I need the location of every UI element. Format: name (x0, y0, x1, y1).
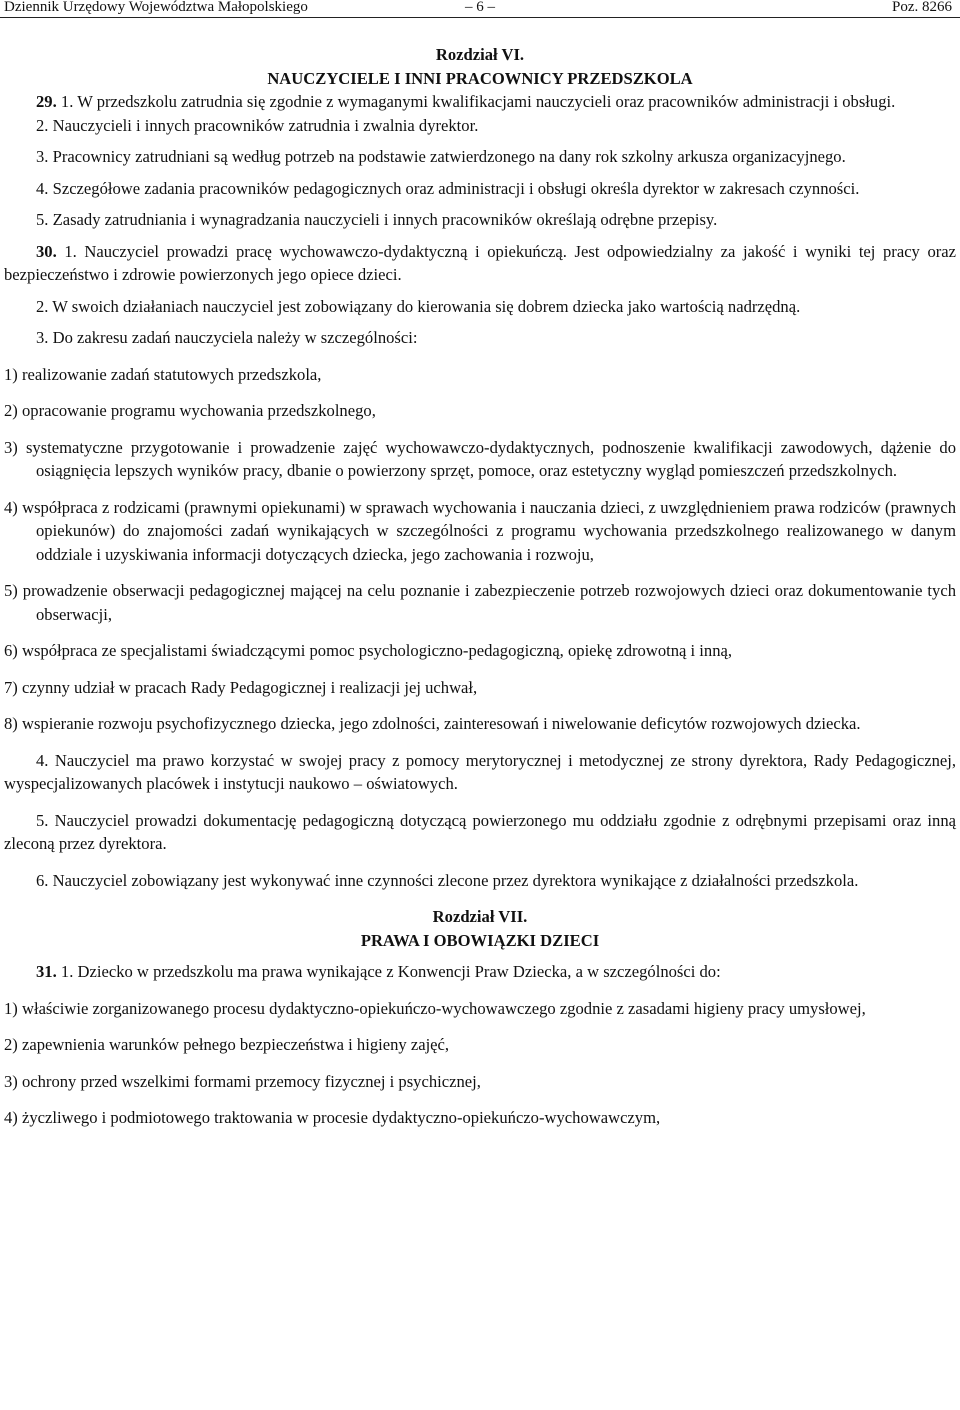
section-29-para-4: 4. Szczegółowe zadania pracowników pedagogicznych oraz administracji i obsługi określa dyrektor w zakresach czynności. (36, 178, 860, 198)
section-31-number: 31. (36, 962, 57, 981)
section-30-number: 30. (36, 241, 57, 261)
list-item: 6) współpraca ze specjalistami świadczącymi pomoc psychologiczno-pedagogiczną, opiekę zdrowotną i inną, (4, 641, 733, 660)
chapter-6-title: Rozdział VI. (435, 45, 525, 64)
list-item: 3) ochrony przed wszelkimi formami przemocy fizycznej i psychicznej, (4, 1071, 481, 1091)
section-30-para-3: 3. Do zakresu zadań nauczyciela należy w szczególności: (36, 328, 418, 347)
section-30-para-2: 2. W swoich działaniach nauczyciel jest zobowiązany do kierowania się dobrem dziecka jako wartością nadrzędną. (36, 296, 801, 316)
position-number: Poz. 8266 (892, 0, 952, 15)
section-29-number: 29. (36, 92, 57, 111)
chapter-7-subtitle: PRAWA I OBOWIĄZKI DZIECI (360, 930, 600, 950)
list-item: 4) życzliwego i podmiotowego traktowania w procesie dydaktyczno-opiekuńczo-wychowawczym, (4, 1108, 661, 1127)
section-29-para-1: 29. 1. W przedszkolu zatrudnia się zgodnie z wymaganymi kwalifikacjami nauczycieli oraz pracowników administracji i obsługi. (36, 92, 896, 111)
list-item: 1) realizowanie zadań statutowych przedszkola, (4, 364, 322, 384)
list-item: 2) opracowanie programu wychowania przedszkolnego, (4, 401, 376, 420)
document-body (4, 43, 956, 1130)
page-number: – 6 – (465, 0, 495, 15)
list-item: 3) systematyczne przygotowanie i prowadzenie zajęć wychowawczo-dydaktycznych, podnoszenie kwalifikacji zawodowych, dążenie do osiągnięcia lepszych wyników pracy, dbanie o powierzony sprzęt, pomoce, oraz estetyczny wygląd pomieszczeń przedszkolnych. (4, 437, 956, 480)
section-29-para-3: 3. Pracownicy zatrudniani są według potrzeb na podstawie zatwierdzonego na dany rok szkolny arkusza organizacyjnego. (36, 147, 846, 166)
section-30-para-6: 6. Nauczyciel zobowiązany jest wykonywać inne czynności zlecone przez dyrektora wynikające z działalności przedszkola. (36, 870, 859, 890)
section-30-para-1: 30. 1. Nauczyciel prowadzi pracę wychowawczo-dydaktyczną i opiekuńczą. Jest odpowiedzialny za jakość i wyniki tej pracy oraz bezpieczeństwo i zdrowie powierzonych jego opiece dzieci. (4, 241, 957, 284)
section-30-para-4: 4. Nauczyciel ma prawo korzystać w swojej pracy z pomocy merytorycznej i metodycznej ze strony dyrektora, Rady Pedagogicznej, wyspecjalizowanych placówek i instytucji naukowo – oświatowych. (4, 750, 956, 793)
list-item: 7) czynny udział w pracach Rady Pedagogicznej i realizacji jej uchwał, (4, 677, 478, 697)
page-header (0, 0, 960, 18)
list-item: 1) właściwie zorganizowanego procesu dydaktyczno-opiekuńczo-wychowawczego zgodnie z zasadami higieny pracy umysłowej, (4, 998, 866, 1018)
chapter-7-title: Rozdział VII. (432, 907, 528, 926)
section-31-para-1: 31. 1. Dziecko w przedszkolu ma prawa wynikające z Konwencji Praw Dziecka, a w szczególności do: (36, 962, 721, 981)
list-item: 5) prowadzenie obserwacji pedagogicznej mającej na celu poznanie i zabezpieczenie potrzeb rozwojowych dzieci oraz dokumentowanie tych obserwacji, (4, 581, 956, 624)
section-30-para-5: 5. Nauczyciel prowadzi dokumentację pedagogiczną dotyczącą powierzonego mu oddziału zgodnie z odrębnymi przepisami oraz inną zleconą przez dyrektora. (4, 810, 956, 853)
list-item: 8) wspieranie rozwoju psychofizycznego dziecka, jego zdolności, zainteresowań i niwelowanie deficytów rozwojowych dziecka. (4, 714, 861, 733)
section-29-para-2: 2. Nauczycieli i innych pracowników zatrudnia i zwalnia dyrektor. (36, 115, 479, 135)
journal-title: Dziennik Urzędowy Województwa Małopolskiego (4, 0, 308, 15)
chapter-6-subtitle: NAUCZYCIELE I INNI PRACOWNICY PRZEDSZKOLA (267, 68, 693, 88)
list-item: 4) współpraca z rodzicami (prawnymi opiekunami) w sprawach wychowania i nauczania dzieci, z uwzględnieniem prawa rodziców (prawnych opiekunów) do znajomości zadań wynikających w szczególności z programu wychowania przedszkolnego realizowanego w danym oddziale i uzyskiwania informacji dotyczących dziecka, jego zachowania i rozwoju, (4, 497, 956, 564)
section-29-para-5: 5. Zasady zatrudniania i wynagradzania nauczycieli i innych pracowników określają odrębne przepisy. (36, 210, 718, 229)
list-item: 2) zapewnienia warunków pełnego bezpieczeństwa i higieny zajęć, (4, 1035, 450, 1054)
